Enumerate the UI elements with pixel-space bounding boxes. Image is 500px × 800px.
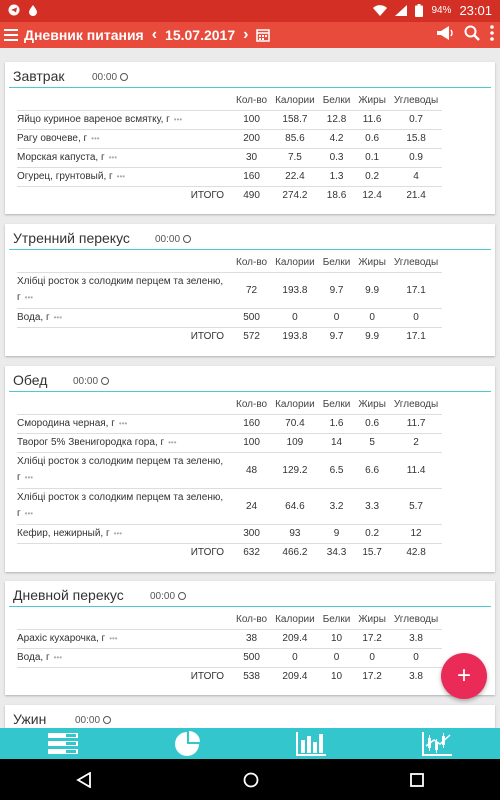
cellular-icon — [395, 5, 407, 16]
candlestick-chart-icon[interactable] — [422, 732, 452, 756]
meal-time[interactable]: 00:00 — [150, 591, 186, 602]
meal-list[interactable] — [0, 48, 500, 728]
meal-title: Обед — [13, 372, 48, 388]
table-row[interactable]: Вода, г ••• 500 0 0 0 0 — [17, 308, 442, 327]
meal-header[interactable] — [9, 581, 491, 607]
meal-header[interactable] — [9, 705, 491, 728]
page-title: Дневник питания — [24, 27, 144, 43]
table-row[interactable]: Вода, г ••• 500 0 0 0 0 — [17, 648, 442, 667]
meal-time[interactable]: 00:00 — [75, 715, 111, 726]
next-date-button[interactable]: › — [243, 26, 249, 43]
meal-title: Ужин — [13, 711, 47, 727]
pie-chart-icon[interactable] — [174, 731, 200, 757]
table-header: Кол-во Калории Белки Жиры Углеводы — [236, 614, 439, 626]
megaphone-icon[interactable] — [436, 25, 454, 41]
clock-icon — [101, 377, 109, 385]
food-table — [17, 611, 442, 686]
col-protein: Белки — [322, 95, 351, 107]
clock-icon — [103, 716, 111, 724]
app-toolbar — [0, 22, 500, 48]
meal-time[interactable]: 00:00 — [155, 234, 191, 245]
home-icon[interactable] — [243, 772, 259, 788]
table-row[interactable]: Хлібці росток з солодким перцем та зеленю, г ••• 72 193.8 9.7 9.9 17.1 — [17, 272, 442, 308]
meal-card-afternoon-snack — [5, 581, 495, 695]
table-row[interactable]: Огурец, грунтовый, г ••• 160 22.4 1.3 0.2 4 — [17, 167, 442, 186]
total-row: ИТОГО 538 209.4 10 17.2 3.8 — [17, 667, 442, 686]
table-row[interactable]: Яйцо куриное вареное всмятку, г ••• 100 158.7 12.8 11.6 0.7 — [17, 110, 442, 129]
table-row[interactable]: Кефир, нежирный, г ••• 300 93 9 0.2 12 — [17, 524, 442, 543]
search-icon[interactable] — [464, 25, 480, 41]
add-food-button[interactable]: + — [441, 653, 487, 699]
table-row[interactable]: Арахіс кухарочка, г ••• 38 209.4 10 17.2 3.8 — [17, 629, 442, 648]
drop-icon — [28, 4, 38, 16]
table-row[interactable]: Творог 5% Звенигородка гора, г ••• 100 109 14 5 2 — [17, 433, 442, 452]
bar-chart-icon[interactable] — [296, 732, 326, 756]
meal-title: Дневной перекус — [13, 587, 124, 603]
current-date[interactable]: 15.07.2017 — [165, 27, 236, 43]
col-carbs: Углеводы — [393, 95, 439, 107]
clock-icon — [178, 592, 186, 600]
battery-icon — [415, 4, 423, 17]
meal-header[interactable] — [9, 62, 491, 88]
table-row[interactable]: Хлібці росток з солодким перцем та зеленю, г ••• 48 129.2 6.5 6.6 11.4 — [17, 452, 442, 488]
calendar-icon[interactable] — [256, 28, 270, 42]
recents-icon[interactable] — [410, 773, 424, 787]
food-table — [17, 396, 442, 562]
clock-icon — [183, 235, 191, 243]
status-bar — [0, 0, 500, 22]
table-header — [17, 92, 442, 110]
meal-card-morning-snack — [5, 224, 495, 356]
table-row[interactable]: Рагу овочеве, г ••• 200 85.6 4.2 0.6 15.8 — [17, 129, 442, 148]
col-calories: Калории — [275, 95, 315, 107]
col-qty: Кол-во — [236, 95, 268, 107]
bottom-tab-bar — [0, 728, 500, 759]
more-vertical-icon[interactable] — [490, 25, 494, 41]
meal-card-lunch — [5, 366, 495, 572]
meal-time[interactable]: 00:00 — [92, 72, 128, 83]
back-icon[interactable] — [76, 772, 92, 788]
clock-time: 23:01 — [459, 3, 492, 18]
table-header: Кол-во Калории Белки Жиры Углеводы — [236, 257, 439, 269]
table-row[interactable]: Смородина черная, г ••• 160 70.4 1.6 0.6 11.7 — [17, 414, 442, 433]
meal-title: Завтрак — [13, 68, 65, 84]
table-header: Кол-во Калории Белки Жиры Углеводы — [236, 399, 439, 411]
wifi-icon — [373, 5, 387, 16]
clock-icon — [120, 73, 128, 81]
android-nav-bar — [0, 759, 500, 800]
battery-percent: 94% — [431, 5, 452, 16]
meal-header[interactable] — [9, 366, 491, 392]
meal-card-breakfast — [5, 62, 495, 214]
telegram-icon — [8, 4, 20, 16]
table-row[interactable]: Морская капуста, г ••• 30 7.5 0.3 0.1 0.9 — [17, 148, 442, 167]
meal-card-dinner — [5, 705, 495, 728]
food-table — [17, 92, 442, 205]
food-table — [17, 254, 442, 346]
prev-date-button[interactable]: ‹ — [151, 26, 158, 43]
menu-icon[interactable] — [4, 29, 20, 41]
diary-list-icon[interactable] — [48, 733, 78, 755]
col-fat: Жиры — [358, 95, 386, 107]
meal-title: Утренний перекус — [13, 230, 130, 246]
table-row[interactable]: Хлібці росток з солодким перцем та зеленю, г ••• 24 64.6 3.2 3.3 5.7 — [17, 488, 442, 524]
total-row: ИТОГО 632 466.2 34.3 15.7 42.8 — [17, 543, 442, 562]
meal-header[interactable] — [9, 224, 491, 250]
total-row: ИТОГО 572 193.8 9.7 9.9 17.1 — [17, 327, 442, 346]
meal-time[interactable]: 00:00 — [73, 376, 109, 387]
total-row: ИТОГО 490 274.2 18.6 12.4 21.4 — [17, 186, 442, 205]
